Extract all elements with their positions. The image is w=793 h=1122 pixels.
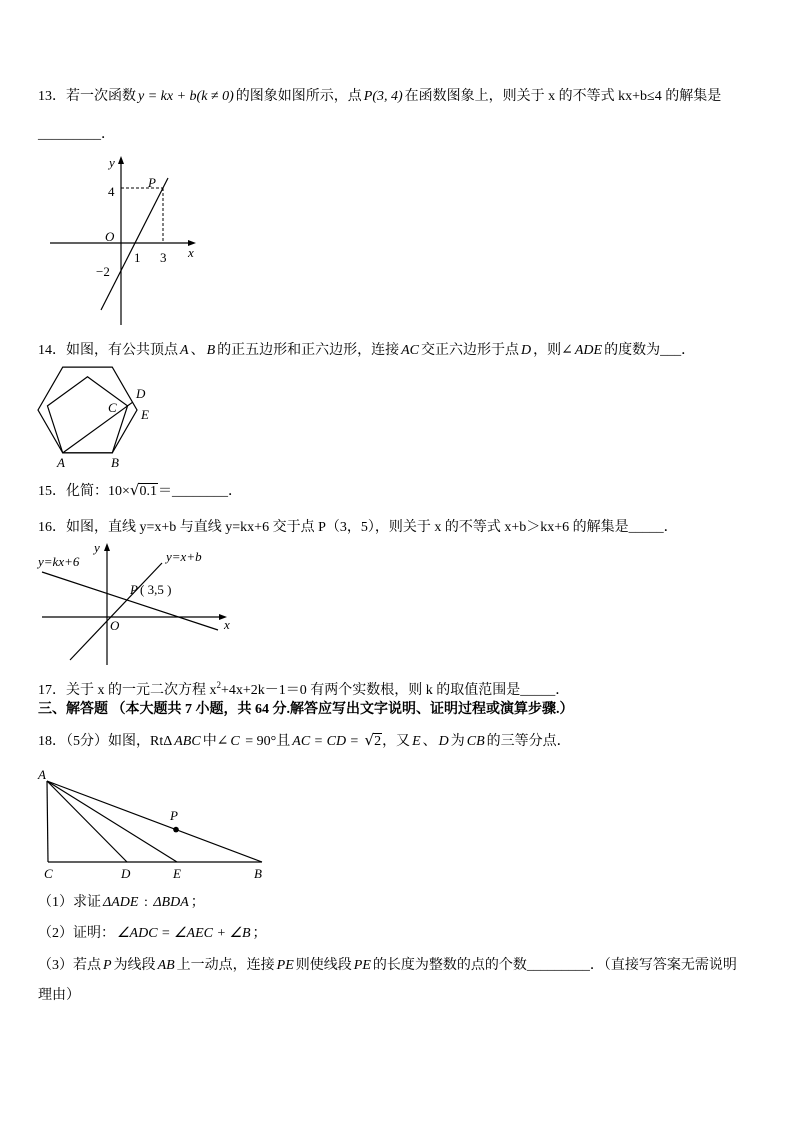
point-p-coordinates: ( 3,5 ) (140, 582, 172, 597)
math-symbol: P (103, 958, 112, 973)
question-18-part-2 (38, 925, 267, 943)
point-e-label: E (173, 866, 181, 881)
section-title: 三、解答题 (38, 702, 108, 717)
question-18 (38, 731, 571, 751)
punctuation: ； (252, 926, 267, 941)
question-text: 为 (450, 734, 465, 749)
figure-q16-two-lines (35, 540, 235, 670)
point-a-label: A (38, 767, 46, 782)
question-text: 在函数图象上，则关于 x 的不等式 kx+b≤4 的解集是 (404, 89, 722, 104)
radicand: 0.1 (139, 484, 157, 499)
point-a-label: A (57, 455, 65, 470)
punctuation: ； (190, 895, 205, 910)
math-symbol: PE (353, 958, 371, 973)
math-expression: ΔADE (103, 895, 139, 910)
point-p-dot (173, 827, 179, 833)
answer-blank: ________ (171, 484, 228, 499)
question-text: 的图象如图所示，点 (235, 89, 362, 104)
tick-label-3: 3 (160, 250, 167, 265)
question-13-answer-line (38, 126, 115, 144)
math-expression: ∠ADC = ∠AEC + ∠B (117, 926, 251, 941)
question-text: ，则∠ (533, 343, 573, 358)
point-p-label: P (170, 808, 178, 823)
question-text: 15．化简：10× (38, 484, 130, 499)
question-text: 18．（5分）如图，RtΔ (38, 734, 173, 749)
y-axis-label: y (94, 540, 100, 555)
question-18-part-3 (38, 957, 737, 975)
question-text: 13．若一次函数 (38, 89, 136, 104)
punctuation: ． (555, 683, 570, 698)
point-e-label: E (141, 407, 149, 422)
question-14 (38, 342, 695, 360)
math-symbol: ABC (174, 734, 201, 749)
question-17 (38, 676, 569, 700)
question-text: 上一动点，连接 (176, 958, 275, 973)
y-axis-label: y (109, 155, 115, 170)
question-text: ，又 (382, 734, 411, 749)
origin-label: O (110, 618, 120, 633)
line-xb-label: y=x+b (166, 549, 202, 564)
question-text: 则使线段 (295, 958, 352, 973)
math-symbol: B (206, 343, 216, 358)
punctuation: ． (681, 343, 696, 358)
math-expression: AC = CD = (292, 734, 363, 749)
answer-blank: _________ (38, 127, 101, 142)
math-expression: ΔBDA (153, 895, 189, 910)
question-text: （2）证明： (38, 926, 115, 941)
question-text: 的三等分点． (486, 734, 571, 749)
math-expression: P(3, 4) (363, 89, 403, 104)
question-text: : (140, 895, 152, 910)
y-axis-arrow (118, 156, 124, 164)
tick-label-4: 4 (108, 184, 115, 199)
point-b-label: B (254, 866, 262, 881)
section-note: （本大题共 7 小题，共 64 分.解答应写出文字说明、证明过程或演算步骤.） (111, 702, 574, 717)
line-y-kx-6 (42, 572, 218, 630)
radical-sign: √ (129, 481, 140, 499)
segment-ab (47, 781, 262, 862)
tick-label-1: 1 (134, 250, 141, 265)
question-text: 、 (422, 734, 437, 749)
punctuation: ． (227, 484, 242, 499)
line-y-x-b (70, 563, 162, 660)
x-axis-label: x (224, 617, 230, 632)
math-symbol: C (230, 734, 240, 749)
superscript: 2 (216, 680, 221, 690)
math-symbol: D (521, 343, 532, 358)
figure-q13-linear-function-graph (40, 150, 210, 330)
question-18-part-3-continued (38, 987, 80, 1005)
question-13 (38, 88, 721, 106)
question-text: 的正五边形和正六边形，连接 (217, 343, 400, 358)
question-text: +4x+2k－1＝0 有两个实数根，则 k 的取值范围是 (221, 683, 521, 698)
punctuation: ． (101, 127, 115, 142)
point-b-label: B (111, 455, 119, 470)
math-symbol: E (412, 734, 421, 749)
question-text: = 90°且 (241, 734, 291, 749)
math-symbol: A (180, 343, 189, 358)
tick-label-neg-2: −2 (96, 264, 110, 279)
punctuation: ． (663, 520, 678, 535)
math-symbol: CB (466, 734, 485, 749)
segment-ad (47, 781, 127, 862)
math-symbol: AC (401, 343, 420, 358)
figure-q18-right-triangle (35, 762, 270, 882)
question-text: （1）求证 (38, 895, 101, 910)
point-d-label: D (136, 386, 146, 401)
line-kx6-label: y=kx+6 (38, 554, 80, 569)
math-symbol: AB (157, 958, 175, 973)
question-text: 的长度为整数的点的个数 (372, 958, 527, 973)
question-15 (38, 481, 242, 501)
radical-sign: √ (364, 731, 375, 749)
question-16 (38, 519, 678, 537)
point-d-label: D (121, 866, 131, 881)
math-symbol: ADE (574, 343, 603, 358)
question-text: 中∠ (202, 734, 229, 749)
segment-ad (63, 402, 133, 453)
origin-label: O (105, 229, 115, 244)
segment-ac (47, 781, 48, 862)
answer-blank: ___ (660, 343, 682, 358)
question-18-part-1 (38, 894, 205, 912)
segment-ae (47, 781, 177, 862)
answer-blank: _________ (526, 958, 590, 973)
equals-sign: ＝ (157, 484, 172, 499)
radicand: 2 (374, 734, 382, 749)
math-symbol: D (438, 734, 449, 749)
answer-blank: _____ (520, 683, 556, 698)
point-p-label: P (148, 175, 156, 190)
question-text: ．（直接写答案无需说明 (589, 958, 737, 973)
x-axis-label: x (188, 245, 194, 260)
question-text: （3）若点 (38, 958, 101, 973)
question-text: 交正六边形于点 (421, 343, 520, 358)
answer-blank: _____ (628, 520, 664, 535)
section-heading (38, 701, 574, 719)
point-p-label: P (130, 582, 138, 597)
question-text: 为线段 (113, 958, 156, 973)
question-text: 17．关于 x 的一元二次方程 x (38, 683, 217, 698)
point-c-label: C (108, 400, 117, 415)
question-text: 理由） (38, 988, 80, 1003)
question-text: 、 (190, 343, 205, 358)
math-symbol: PE (276, 958, 294, 973)
math-expression: y = kx + b(k ≠ 0) (138, 89, 234, 104)
figure-q14-pentagon-hexagon (30, 360, 160, 475)
y-axis-arrow (104, 543, 110, 551)
question-text: 14．如图，有公共顶点 (38, 343, 178, 358)
question-text: 16．如图，直线 y=x+b 与直线 y=kx+6 交于点 P（3，5），则关于 x 的不等式 x+b＞kx+6 的解集是 (38, 520, 629, 535)
question-text: 的度数为 (604, 343, 661, 358)
point-c-label: C (44, 866, 53, 881)
